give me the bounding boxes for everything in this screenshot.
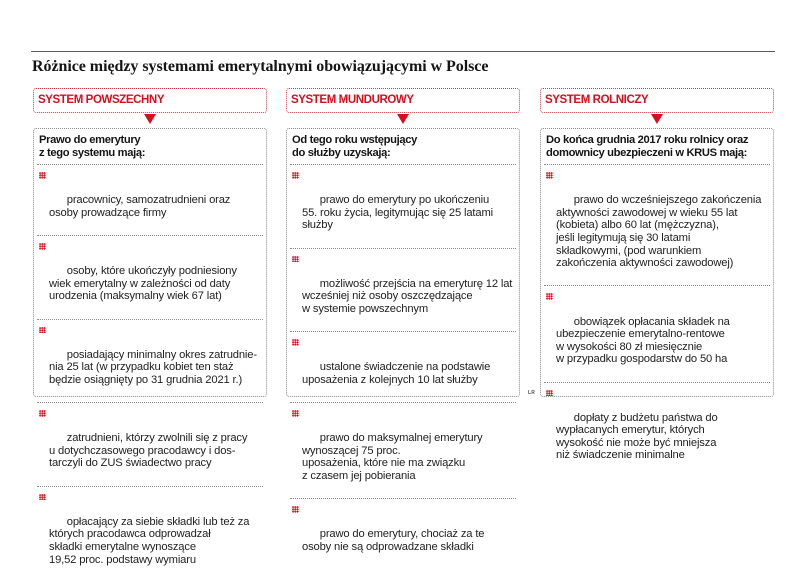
list-item-text: zatrudnieni, którzy zwolnili się z pracy u dotychczasowego pracodawcy i dos- tarczyli do ZUS świadectwo pracy: [49, 432, 248, 470]
bullet-grid-icon: [546, 390, 553, 397]
list-item: [544, 286, 770, 382]
list-item: [290, 165, 516, 249]
list-item: [37, 403, 263, 487]
intro-text: Prawo do emerytury z tego systemu mają:: [37, 129, 263, 165]
bullet-grid-icon: [39, 410, 46, 417]
bullet-grid-icon: [546, 172, 553, 179]
list-item: [37, 165, 263, 236]
column-header: SYSTEM ROLNICZY: [540, 88, 774, 113]
top-divider: [31, 51, 775, 52]
list-item: [544, 383, 770, 478]
list-item-text: opłacający za siebie składki lub też za których pracodawca odprowadzał składki emerytalne wynoszące 19,52 proc. podstawy wymiaru: [49, 515, 250, 566]
bullet-grid-icon: [39, 494, 46, 501]
intro-text: Do końca grudnia 2017 roku rolnicy oraz domownicy ubezpieczeni w KRUS mają:: [544, 129, 770, 165]
bullet-grid-icon: [39, 172, 46, 179]
bullet-grid-icon: [292, 172, 299, 179]
arrow-down-icon: [397, 114, 409, 124]
bullet-grid-icon: [39, 243, 46, 250]
bullet-grid-icon: [292, 256, 299, 263]
list-item-text: pracownicy, samozatrudnieni oraz osoby prowadzące firmy: [49, 194, 231, 219]
list-item: [544, 165, 770, 286]
bullet-grid-icon: [292, 410, 299, 417]
bullet-grid-icon: [39, 327, 46, 334]
bullet-grid-icon: [292, 339, 299, 346]
list-item-text: prawo do emerytury po ukończeniu 55. roku życia, legitymując się 25 latami służby: [302, 194, 493, 232]
list-item: [37, 487, 263, 582]
arrow-down-icon: [144, 114, 156, 124]
intro-text: Od tego roku wstępujący do służby uzyskają:: [290, 129, 516, 165]
page-title: Różnice między systemami emerytalnymi obowiązującymi w Polsce: [32, 58, 489, 75]
list-item-text: posiadający minimalny okres zatrudnie- nia 25 lat (w przypadku kobiet ten staż będzie osiągnięty po 31 grudnia 2021 r.): [49, 348, 257, 386]
content-box: [540, 128, 774, 462]
list-item-text: prawo do maksymalnej emerytury wynoszącej 75 proc. uposażenia, które nie ma związku z czasem jej pobierania: [302, 432, 483, 483]
list-item-text: obowiązek opłacania składek na ubezpieczenie emerytalno-rentowe w wysokości 80 zł miesięcznie w przypadku gospodarstw do 50 ha: [556, 315, 730, 366]
list-item: [290, 499, 516, 569]
column-header: SYSTEM POWSZECHNY: [33, 88, 267, 113]
column-header: SYSTEM MUNDUROWY: [286, 88, 520, 113]
list-item-text: prawo do wcześniejszego zakończenia aktywności zawodowej w wieku 55 lat (kobieta) albo 60 lat (mężczyzna), jeśli legitymują się 30 latami składkowymi, (pod warunkiem zakończenia aktywności zawodowej): [556, 194, 762, 270]
content-box: [33, 128, 267, 566]
list-item: [37, 236, 263, 320]
bullet-grid-icon: [546, 293, 553, 300]
bullet-grid-icon: [292, 506, 299, 513]
content-box: [286, 128, 520, 554]
list-item: [290, 249, 516, 333]
column-system-rolniczy: [540, 88, 774, 462]
list-item-text: prawo do emerytury, chociaż za te osoby nie są odprowadzane składki: [302, 528, 485, 554]
list-item-text: dopłaty z budżetu państwa do wypłacanych emerytur, których wysokość nie może być mniejsza niż świadczenie minimalne: [556, 411, 718, 462]
list-item-text: możliwość przejścia na emeryturę 12 lat wcześniej niż osoby oszczędzające w systemie powszechnym: [302, 277, 513, 315]
arrow-down-icon: [651, 114, 663, 124]
column-system-powszechny: [33, 88, 267, 566]
author-credit: LR: [528, 390, 536, 396]
list-item-text: ustalone świadczenie na podstawie uposażenia z kolejnych 10 lat służby: [302, 361, 491, 386]
list-item: [290, 403, 516, 499]
list-item-text: osoby, które ukończyły podniesiony wiek emerytalny w zależności od daty urodzenia (maksymalny wiek 67 lat): [49, 265, 237, 303]
column-system-mundurowy: [286, 88, 520, 554]
list-item: [290, 332, 516, 403]
list-item: [37, 320, 263, 404]
